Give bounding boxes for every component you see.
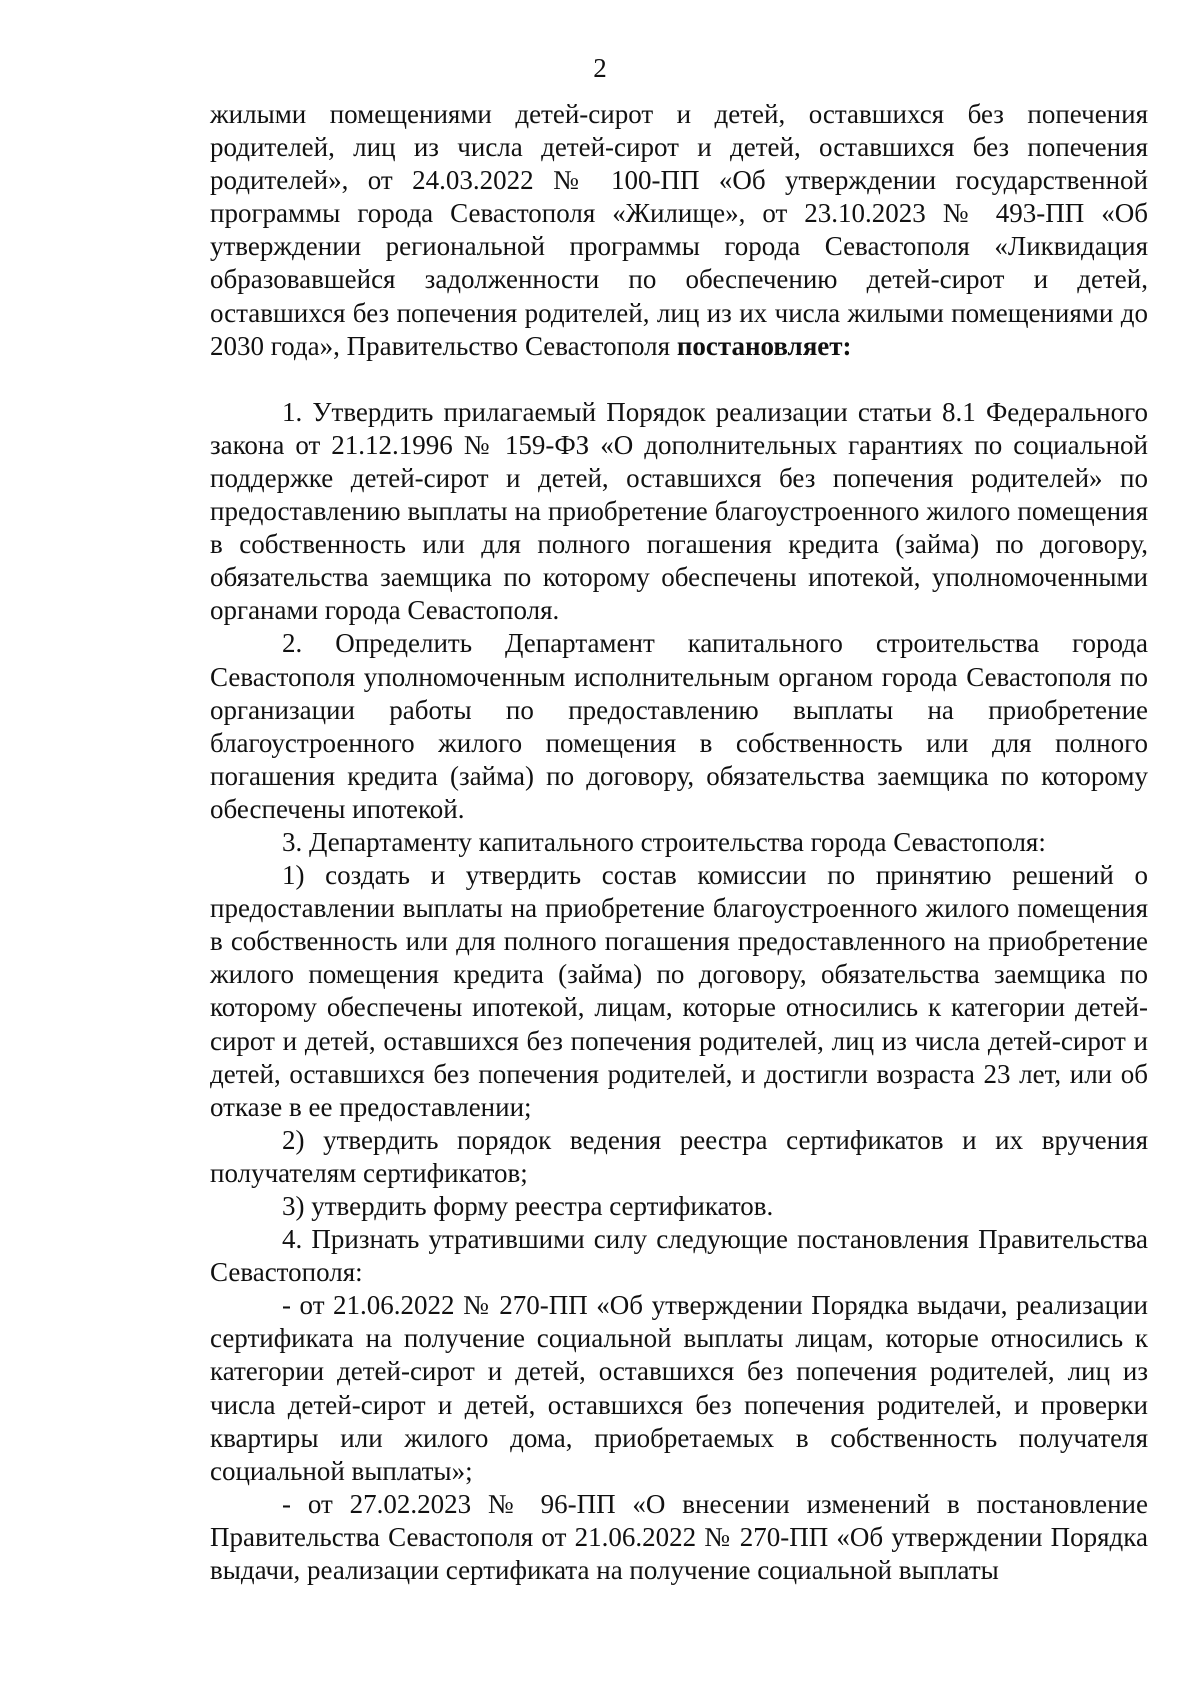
preamble-text: жилыми помещениями детей-сирот и детей, оставшихся без попечения родителей, лиц из числа детей-сирот и детей, оставшихся без попечения родителей», от 24.03.2022 № 100-ПП «Об утверждении государственной программы города Севастополя «Жилище», от 23.10.2023 № 493-ПП «Об утверждении региональной программы города Севастополя «Ликвидация образовавшейся задолженности по обеспечению детей-сирот и детей, оставшихся без попечения родителей, лиц из их числа жилыми помещениями до 2030 года», Правительство Севастополя (210, 99, 1148, 361)
paragraph-item-3-1: 1) создать и утвердить состав комиссии по принятию решений о предоставлении выплаты на приобретение благоустроенного жилого помещения в собственность или для полного погашения предоставленного на приобретение жилого помещения кредита (займа) по договору, обязательства заемщика по которому обеспечены ипотекой, лицам, которые относились к категории детей-сирот и детей, оставшихся без попечения родителей, лиц из числа детей-сирот и детей, оставшихся без попечения родителей, и достигли возраста 23 лет, или об отказе в ее предоставлении; (210, 860, 1148, 1122)
page-number: 2 (593, 53, 607, 83)
paragraph-preamble (210, 98, 1148, 363)
decree-keyword: постановляет: (676, 330, 852, 361)
paragraph-item-3: 3. Департаменту капитального строительства города Севастополя: (282, 826, 1046, 857)
paragraph-item-3-3: 3) утвердить форму реестра сертификатов. (282, 1191, 774, 1221)
paragraph-item-1: 1. Утвердить прилагаемый Порядок реализации статьи 8.1 Федерального закона от 21.12.1996 № 159-ФЗ «О дополнительных гарантиях по социальной поддержке детей-сирот и детей, оставшихся без попечения родителей» по предоставлению выплаты на приобретение благоустроенного жилого помещения в собственность или для полного погашения кредита (займа) по договору, обязательства заемщика по которому обеспечены ипотекой, уполномоченными органами города Севастополя. (210, 396, 1148, 626)
paragraph-item-4: 4. Признать утратившими силу следующие постановления Правительства Севастополя: (210, 1224, 1148, 1288)
paragraph-item-3-2: 2) утвердить порядок ведения реестра сертификатов и их вручения получателям сертификатов; (210, 1124, 1148, 1188)
document-body (210, 98, 1148, 1587)
paragraph-item-2: 2. Определить Департамент капитального строительства города Севастополя уполномоченным исполнительным органом города Севастополя по организации работы по предоставлению выплаты на приобретение благоустроенного жилого помещения в собственность или для полного погашения кредита (займа) по договору, обязательства заемщика по которому обеспечены ипотекой. (210, 628, 1148, 824)
paragraph-item-4-repeal-2: - от 27.02.2023 № 96-ПП «О внесении изменений в постановление Правительства Севастополя от 21.06.2022 № 270-ПП «Об утверждении Порядка выдачи, реализации сертификата на получение социальной выплаты (210, 1488, 1148, 1586)
paragraph-item-4-repeal-1: - от 21.06.2022 № 270-ПП «Об утверждении Порядка выдачи, реализации сертификата на получение социальной выплаты лицам, которые относились к категории детей-сирот и детей, оставшихся без попечения родителей, лиц из числа детей-сирот и детей, оставшихся без попечения родителей, и проверки квартиры или жилого дома, приобретаемых в собственность получателя социальной выплаты»; (210, 1290, 1148, 1486)
